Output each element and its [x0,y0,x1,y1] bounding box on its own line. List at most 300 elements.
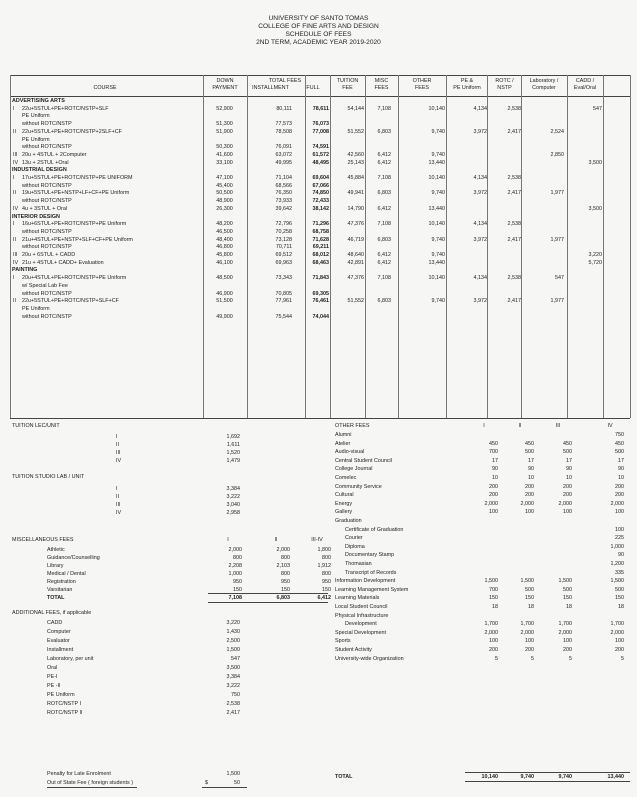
cell-misc: 7,108 [377,105,391,112]
course-name: 22u+5STUL+PE+ROTC/NSTP+SLF [22,105,109,112]
other-fee-value: 100 [615,509,624,516]
cell-misc: 6,412 [377,259,391,266]
course-name: 19u+5STUL+PE+NSTP+LF+CF+PE Uniform [22,190,130,197]
other-fee-name: Central Student Council [335,457,392,464]
cell-pe: 3,972 [473,298,487,305]
course-name: PE Uniform [22,136,50,143]
course-name: 22u+5STUL+PE+ROTC/NSTP+SLF+CF [22,298,119,305]
other-fee-value: 1,700 [484,621,498,628]
col-tuition-1: TUITION [336,78,359,84]
other-fee-value: 500 [563,449,572,456]
cell-pe: 4,134 [473,275,487,282]
other-fee-value: 200 [525,483,534,490]
other-fee-value: 100 [525,638,534,645]
other-fee-value: 450 [489,440,498,447]
cell-misc: 7,108 [377,175,391,181]
cell-full: 77,008 [312,128,329,135]
other-fee-value: 500 [615,449,624,456]
title-term: 2ND TERM, ACADEMIC YEAR 2019-2020 [256,39,381,46]
col-pe-1: PE & [460,78,474,84]
other-fee-value: 100 [563,638,572,645]
cell-full: 69,604 [312,175,329,181]
other-fee-value: 5 [569,655,572,662]
cell-down: 51,500 [216,298,233,305]
cell-inst: 77,961 [275,298,292,305]
other-fee-name: Certificate of Graduation [345,526,404,533]
other-fee-value: 18 [618,604,624,610]
misc-item-value: 150 [281,587,290,593]
additional-item-name: Installment [47,647,74,653]
other-fee-name: Thomasian [345,561,372,567]
other-fee-value: 2,000 [520,629,534,636]
other-fee-name: Learning Management System [335,586,409,593]
col-rotc-1: ROTC / [495,78,514,84]
cell-down: 49,900 [216,313,233,320]
course-name: 22u+5STUL+PE+ROTC/NSTP+2SLF+CF [22,128,122,135]
cell-pe: 4,134 [473,175,487,181]
misc-total-value: 6,803 [276,595,290,601]
other-fee-name: Documentary Stamp [345,552,395,559]
other-fee-value: 500 [563,586,572,593]
misc-item-name: Guidance/Counselling [47,555,100,561]
cell-tuition: 42,560 [347,151,364,158]
cell-lab: 2,524 [550,128,564,135]
col-cadd-1: CADD / [575,78,595,84]
misc-item-name: Varsitarian [47,587,73,593]
other-fee-value: 100 [615,638,624,645]
cell-other: 13,440 [428,205,445,212]
cell-inst: 39,642 [275,205,292,212]
cell-pe: 3,972 [473,190,487,197]
cell-full: 72,433 [312,198,329,205]
additional-item-name: ROTC/NSTP I [47,701,82,707]
additional-item-value: 2,417 [226,710,240,716]
other-fee-name: Diploma [345,543,365,550]
other-fee-value: 100 [563,509,572,516]
misc-item-name: Library [47,563,64,569]
cell-down: 52,900 [216,105,233,112]
penalty-value-underline [202,787,247,788]
cell-full: 48,495 [312,159,329,166]
other-fee-value: 500 [525,586,534,593]
cell-inst: 70,805 [275,290,292,297]
col-total-1: TOTAL FEES [268,78,302,84]
tuition-lec-year: II [116,442,119,448]
other-fee-value: 200 [615,647,624,653]
year-level: II [13,190,16,197]
course-name: without ROTC/NSTP [22,313,72,320]
cell-lab: 1,977 [550,298,564,305]
course-name: 21u + 4STUL+ CADD+ Evaluation [22,259,104,266]
other-fee-value: 10 [618,475,624,481]
other-fee-value: 90 [528,466,534,473]
penalty-late-label: Penalty for Late Enrolment [47,771,111,777]
additional-item-name: ROTC/NSTP II [47,710,83,716]
cell-down: 50,500 [216,190,233,197]
other-fee-value: 200 [563,647,572,653]
additional-item-name: Laboratory, per unit [47,656,94,662]
cell-down: 51,900 [216,128,233,135]
cell-inst: 70,258 [275,228,292,235]
other-fee-value: 500 [615,586,624,593]
cell-rotc: 2,417 [507,190,521,197]
cell-inst: 80,111 [276,105,292,112]
misc-item-value: 950 [281,579,290,585]
misc-item-value: 2,000 [276,547,290,553]
year-level: I [13,175,15,181]
cell-down: 46,800 [216,244,233,251]
table-bottom-rule [10,418,630,419]
other-fee-value: 700 [489,586,498,593]
course-name: 20u + 4STUL + 2Computer [22,151,87,158]
cell-inst: 73,128 [275,236,292,243]
additional-item-value: 3,500 [226,665,240,671]
cell-inst: 78,508 [275,128,292,135]
column-divider-7 [487,75,488,418]
additional-item-name: Oral [47,665,58,671]
cell-tuition: 45,884 [347,175,364,181]
cell-tuition: 42,891 [347,259,364,266]
misc-item-value: 800 [322,571,331,577]
cell-inst: 71,104 [275,175,292,181]
course-name: without ROTC/NSTP [22,182,72,189]
other-fee-value: 150 [615,595,624,602]
cell-misc: 7,108 [377,221,391,228]
cell-down: 47,100 [216,175,233,181]
other-fees-head: II [518,423,522,429]
cell-inst: 49,995 [275,159,292,166]
table-right-border [630,75,631,418]
tuition-lab-year: III [116,502,121,508]
col-lab-2: Computer [532,85,556,91]
column-divider-9 [567,75,568,418]
cell-full: 71,296 [312,221,329,228]
tuition-lab-value: 3,040 [226,502,240,508]
misc-item-value: 800 [281,555,290,561]
misc-item-value: 800 [281,571,290,577]
other-fee-value: 150 [489,595,498,602]
cell-tuition: 14,790 [347,205,364,212]
other-fee-value: 5 [621,655,624,662]
course-name: 20u+4STUL+PE+ROTC/NSTP+PE Uniform [22,275,127,282]
cell-cadd: 3,500 [588,159,602,166]
misc-item-value: 1,912 [317,563,331,569]
cell-down: 41,600 [216,151,233,158]
cell-full: 68,758 [312,228,329,235]
cell-misc: 7,108 [377,275,391,282]
col-total-2: INSTALLMENT [252,85,289,91]
other-fee-value: 450 [563,440,572,447]
cell-down: 45,800 [216,252,233,258]
cell-full: 71,843 [312,275,329,282]
course-name: without ROTC/NSTP [22,228,72,235]
tuition-lec-value: 1,479 [226,458,240,464]
section-title: ADVERTISING ARTS [12,98,65,104]
cell-inst: 77,573 [275,121,292,128]
other-fee-value: 2,000 [558,629,572,636]
col-misc-2: FEES [374,85,389,91]
other-fee-name: Student Activity [335,647,372,653]
cell-tuition: 48,640 [347,252,364,258]
other-fees-label: OTHER FEES [335,423,370,429]
course-name: 16u+6STUL+PE+ROTC/NSTP+PE Uniform [22,221,127,228]
other-fee-value: 2,000 [484,500,498,507]
year-level: I [13,275,15,282]
cell-inst: 75,544 [275,313,292,320]
cell-misc: 6,803 [377,298,391,305]
additional-item-value: 750 [231,692,240,698]
misc-total-rule [208,602,328,603]
other-fee-value: 1,700 [520,621,534,628]
other-fee-value: 100 [489,509,498,516]
other-fee-value: 1,500 [610,578,624,585]
tuition-lab-year: IV [116,510,122,516]
cell-full: 74,591 [312,144,329,151]
other-fee-value: 200 [489,647,498,653]
other-fees-total-value: 9,740 [520,774,534,780]
other-fee-name: Alumni [335,432,352,438]
course-name: without ROTC/NSTP [22,121,72,128]
cell-tuition: 46,719 [347,236,364,243]
tuition-lec-year: IV [116,458,122,464]
other-fee-name: Cultural [335,492,354,499]
cell-full: 76,461 [312,298,329,305]
other-fee-value: 450 [525,440,534,447]
col-tuition-2: FEE [342,85,353,91]
out-of-state-label: Out of State Fee ( foreign students ) [47,780,133,786]
tuition-lab-year: I [116,486,118,492]
cell-down: 46,900 [216,290,233,297]
other-fee-name: Energy [335,500,353,507]
other-fee-value: 450 [615,440,624,447]
year-level: II [13,298,16,305]
misc-item-name: Medical / Dental [47,571,86,577]
other-fee-name: Development [345,621,377,628]
cell-down: 48,400 [216,236,233,243]
cell-rotc: 2,417 [507,298,521,305]
misc-item-value: 800 [233,555,242,561]
misc-total-name: TOTAL [47,595,65,601]
col-pe-2: PE Uniform [453,85,481,91]
column-divider-4 [365,75,366,418]
tuition-lec-year: I [116,434,118,440]
other-fee-name: Transcript of Records [345,569,397,576]
cell-other: 9,740 [431,190,445,197]
other-fees-head: I [483,423,485,429]
other-fee-value: 750 [615,432,624,438]
additional-item-value: 2,500 [226,638,240,644]
cell-tuition: 47,376 [347,275,364,282]
other-fee-value: 1,000 [610,543,624,550]
other-fee-value: 200 [563,492,572,499]
cell-cadd: 3,500 [588,205,602,212]
cell-down: 48,500 [216,275,233,282]
tuition-lab-value: 3,384 [226,486,240,492]
course-name: 21u+4STUL+PE+NSTP+SLF+CF+PE Uniform [22,236,133,243]
other-fee-value: 10 [528,475,534,481]
year-level: IV [13,259,19,266]
cell-misc: 6,803 [377,128,391,135]
misc-item-name: Registration [47,579,76,585]
tuition-lec-value: 1,692 [226,434,240,440]
misc-item-name: Athletic [47,547,65,553]
cell-other: 10,140 [428,275,445,282]
other-fee-value: 18 [528,604,534,610]
cell-misc: 6,803 [377,190,391,197]
cell-inst: 68,566 [275,182,292,189]
other-fee-value: 90 [492,466,498,473]
out-of-state-currency: $ [205,780,208,786]
cell-other: 10,140 [428,175,445,181]
column-divider-10 [603,75,604,418]
year-level: IV [13,159,19,166]
other-fees-subtotal-rule [465,772,630,773]
misc-item-value: 2,103 [276,563,290,569]
cell-rotc: 2,538 [507,221,521,228]
other-fee-value: 1,700 [558,621,572,628]
other-fee-value: 2,000 [610,629,624,636]
course-name: w/ Special Lab Fee [22,282,68,289]
course-name: without ROTC/NSTP [22,244,72,251]
misc-head: III-IV [311,537,323,543]
course-name: without ROTC/NSTP [22,290,72,297]
tuition-lec-year: III [116,450,121,456]
cell-full: 71,628 [312,236,329,243]
tuition-lec-value: 1,611 [226,442,240,448]
other-fee-value: 150 [563,595,572,602]
col-other-1: OTHER [412,78,432,84]
tuition-lab-value: 3,222 [226,494,240,500]
additional-item-name: Evaluator [47,638,70,644]
year-level: III [13,252,18,258]
additional-item-name: Computer [47,629,71,635]
tuition-lec-label: TUITION LEC/UNIT [12,423,60,429]
other-fee-value: 1,500 [484,578,498,585]
other-fee-name: Atelier [335,440,351,447]
other-fee-value: 2,000 [558,500,572,507]
cell-full: 61,572 [312,151,329,158]
other-fee-name: Learning Materials [335,595,380,602]
cell-inst: 72,796 [275,221,292,228]
course-name: without ROTC/NSTP [22,198,72,205]
col-course: COURSE [93,85,117,91]
cell-full: 78,611 [312,105,329,112]
other-fee-value: 1,500 [520,578,534,585]
course-name: 20u + 6STUL + CADD [22,252,76,258]
cell-rotc: 2,538 [507,105,521,112]
cell-down: 48,900 [216,198,233,205]
misc-item-value: 2,208 [228,563,242,569]
cell-full: 67,066 [312,182,329,189]
section-title: INTERIOR DESIGN [12,213,60,220]
other-fee-value: 17 [618,457,624,464]
misc-item-value: 800 [322,555,331,561]
other-fee-name: Special Development [335,629,386,636]
penalty-late-value: 1,500 [226,771,240,777]
other-fee-value: 335 [615,569,624,576]
penalty-underline [47,787,137,788]
other-fee-value: 17 [528,457,534,464]
other-fee-value: 700 [489,449,498,456]
tuition-lec-value: 1,520 [226,450,240,456]
cell-misc: 6,412 [377,205,391,212]
additional-item-value: 547 [231,656,240,662]
other-fee-name: Audio-visual [335,449,365,456]
other-fee-value: 150 [525,595,534,602]
cell-inst: 73,933 [275,198,292,205]
other-fee-value: 90 [618,552,624,559]
other-fee-value: 90 [566,466,572,473]
other-fee-value: 5 [531,655,534,662]
other-fee-value: 2,000 [610,500,624,507]
misc-item-value: 150 [233,587,242,593]
cell-other: 9,740 [431,151,445,158]
col-rotc-2: NSTP [497,85,512,91]
cell-full: 69,211 [312,244,329,251]
year-level: I [13,221,15,228]
cell-other: 9,740 [431,298,445,305]
title-schedule: SCHEDULE OF FEES [285,31,352,38]
tuition-lab-label: TUITION STUDIO LAB / UNIT [12,474,85,480]
other-fee-value: 225 [615,535,624,542]
cell-other: 9,740 [431,252,445,258]
out-of-state-value: 50 [234,780,240,786]
other-fee-value: 1,200 [610,561,624,567]
other-fee-value: 500 [525,449,534,456]
year-level: IV [13,205,19,212]
col-cadd-2: Eval/Oral [573,85,597,91]
cell-inst: 69,963 [275,259,292,266]
other-fee-name: Information Development [335,578,396,585]
additional-item-name: PE -II [47,683,61,689]
cell-full: 38,142 [312,205,329,212]
other-fee-value: 200 [525,647,534,653]
misc-item-value: 1,000 [228,571,242,577]
other-fee-name: Sports [335,638,351,645]
other-fees-total-value: 9,740 [558,774,572,780]
title-university: UNIVERSITY OF SANTO TOMAS [268,15,369,22]
cell-other: 13,440 [428,159,445,166]
cell-full: 74,044 [312,313,329,320]
other-fees-total-value: 10,140 [481,774,498,780]
other-fee-name: College Journal [335,466,373,473]
cell-lab: 2,850 [550,151,564,158]
misc-total-value: 6,412 [317,595,331,601]
other-fees-total-rule [465,781,630,782]
misc-label: MISCELLANEOUS FEES [12,537,74,543]
course-name: 13u + 2STUL +Oral [22,159,69,166]
additional-item-value: 1,500 [226,647,240,653]
other-fee-value: 200 [615,492,624,499]
cell-misc: 6,412 [377,159,391,166]
tuition-lab-value: 2,958 [226,510,240,516]
column-divider-3 [330,75,331,418]
other-fee-name: Graduation [335,518,362,524]
cell-other: 10,140 [428,221,445,228]
section-title: PAINTING [12,267,38,274]
cell-cadd: 3,220 [588,252,602,258]
cell-pe: 4,134 [473,105,487,112]
other-fees-head: IV [607,423,613,429]
other-fee-value: 200 [525,492,534,499]
other-fee-name: Local Student Council [335,604,388,610]
cell-tuition: 49,941 [347,190,364,197]
cell-lab: 547 [555,275,564,282]
other-fee-name: Comelec [335,475,357,481]
course-name: 4u + 3STUL + Oral [22,205,68,212]
cell-inst: 63,072 [275,151,292,158]
other-fee-value: 200 [489,492,498,499]
